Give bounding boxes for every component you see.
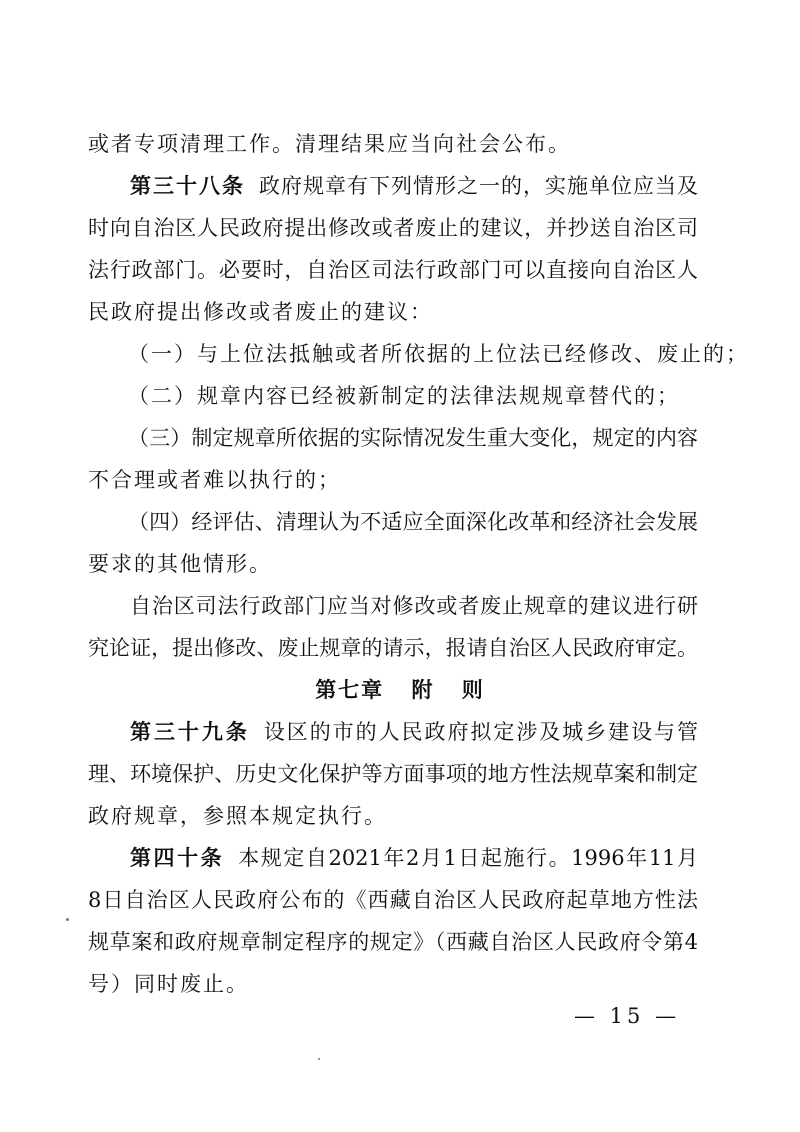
article-40-heading: 第四十条 xyxy=(130,846,225,870)
article-40-first-line xyxy=(130,844,698,872)
text-line: 政府规章，参照本规定执行。 xyxy=(88,804,387,828)
chapter-heading: 第七章 附 则 xyxy=(315,678,485,702)
text-line: 究论证，提出修改、废止规章的请示，报请自治区人民政府审定。 xyxy=(88,636,698,660)
article-39-first-line xyxy=(130,718,698,746)
text-line: （一）与上位法抵触或者所依据的上位法已经修改、废止的； xyxy=(128,342,749,366)
text-line: 不合理或者难以执行的； xyxy=(88,468,341,492)
text-line: 时向自治区人民政府提出修改或者废止的建议，并抄送自治区司 xyxy=(88,216,698,240)
scan-speck xyxy=(318,1058,320,1060)
text-line: 自治区司法行政部门应当对修改或者废止规章的建议进行研 xyxy=(130,594,698,618)
text-line: （三）制定规章所依据的实际情况发生重大变化，规定的内容 xyxy=(128,426,698,450)
scan-speck xyxy=(66,918,69,921)
article-38-heading: 第三十八条 xyxy=(130,174,245,198)
text-line: （四）经评估、清理认为不适应全面深化改革和经济社会发展 xyxy=(128,510,698,534)
text-line: 设区的市的人民政府拟定涉及城乡建设与管 xyxy=(263,720,699,744)
text-line: 8日自治区人民政府公布的《西藏自治区人民政府起草地方性法 xyxy=(88,888,698,912)
text-line: 理、环境保护、历史文化保护等方面事项的地方性法规草案和制定 xyxy=(88,762,698,786)
text-line: 要求的其他情形。 xyxy=(88,552,272,576)
text-line: 政府规章有下列情形之一的，实施单位应当及 xyxy=(259,174,698,198)
article-38-first-line xyxy=(130,172,698,200)
text-line: 本规定自2021年2月1日起施行。1996年11月 xyxy=(238,846,698,870)
text-line: 号）同时废止。 xyxy=(88,972,249,996)
article-39-heading: 第三十九条 xyxy=(130,720,250,744)
text-line: 或者专项清理工作。清理结果应当向社会公布。 xyxy=(88,132,571,156)
page-number: — 15 — xyxy=(574,1004,681,1028)
text-line: 民政府提出修改或者废止的建议： xyxy=(88,300,433,324)
text-line: （二）规章内容已经被新制定的法律法规规章替代的； xyxy=(128,384,680,408)
text-line: 法行政部门。必要时，自治区司法行政部门可以直接向自治区人 xyxy=(88,258,698,282)
text-line: 规草案和政府规章制定程序的规定》（西藏自治区人民政府令第4 xyxy=(88,930,698,954)
